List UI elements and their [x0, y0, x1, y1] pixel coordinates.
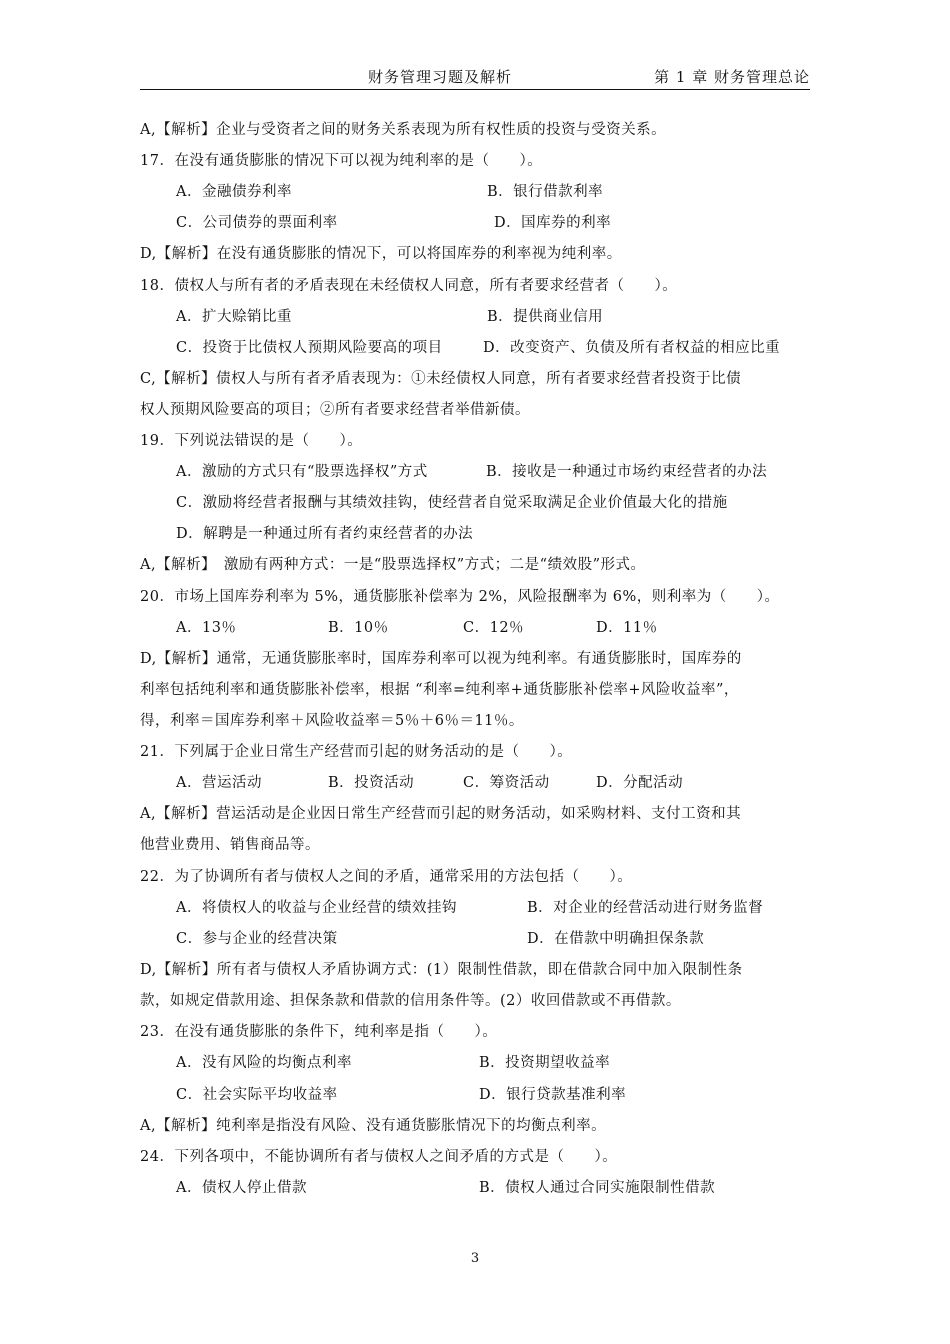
answer-18-line-2: 权人预期风险要高的项目；②所有者要求经营者举借新债。	[140, 402, 530, 418]
option-19-b: B．接收是一种通过市场约束经营者的办法	[486, 464, 768, 480]
option-20-a: A．13％	[176, 620, 237, 636]
option-17-d: D．国库券的利率	[494, 215, 612, 231]
answer-18-line-1: C,【解析】债权人与所有者矛盾表现为：①未经债权人同意，所有者要求经营者投资于比债	[140, 371, 742, 387]
question-18: 18．债权人与所有者的矛盾表现在未经债权人同意，所有者要求经营者（ ）。	[140, 278, 678, 294]
answer-22-line-1: D,【解析】所有者与债权人矛盾协调方式：(1）限制性借款，即在借款合同中加入限制性条	[140, 962, 743, 978]
option-23-d: D．银行贷款基准利率	[479, 1087, 627, 1103]
option-21-d: D．分配活动	[596, 775, 684, 791]
option-17-c: C．公司债券的票面利率	[176, 215, 338, 231]
option-22-c: C．参与企业的经营决策	[176, 931, 338, 947]
page-header	[140, 66, 810, 90]
answer-19: A,【解析】 激励有两种方式：一是“股票选择权”方式；二是“绩效股”形式。	[140, 557, 646, 573]
option-20-d: D．11％	[596, 620, 658, 636]
option-23-a: A．没有风险的均衡点利率	[176, 1055, 352, 1071]
question-19: 19．下列说法错误的是（ ）。	[140, 433, 363, 449]
question-21: 21．下列属于企业日常生产经营而引起的财务活动的是（ ）。	[140, 744, 573, 760]
answer-23: A,【解析】纯利率是指没有风险、没有通货膨胀情况下的均衡点利率。	[140, 1118, 607, 1134]
option-22-d: D．在借款中明确担保条款	[527, 931, 705, 947]
answer-20-line-2: 利率包括纯利率和通货膨胀补偿率，根据 “利率=纯利率+通货膨胀补偿率+风险收益率”，	[140, 682, 739, 698]
answer-21-line-2: 他营业费用、销售商品等。	[140, 837, 320, 853]
option-20-b: B．10％	[328, 620, 389, 636]
answer-20-line-1: D,【解析】通常，无通货膨胀率时，国库券利率可以视为纯利率。有通货膨胀时，国库券的	[140, 651, 742, 667]
answer-16: A,【解析】企业与受资者之间的财务关系表现为所有权性质的投资与受资关系。	[140, 122, 667, 138]
page-number: 3	[470, 1251, 480, 1266]
question-20: 20．市场上国库券利率为 5%，通货膨胀补偿率为 2%，风险报酬率为 6%，则利率为（ ）。	[140, 589, 780, 605]
option-20-c: C．12％	[463, 620, 525, 636]
option-21-b: B．投资活动	[328, 775, 415, 791]
option-18-a: A．扩大赊销比重	[176, 309, 292, 325]
option-17-a: A．金融债券利率	[176, 184, 292, 200]
question-22: 22．为了协调所有者与债权人之间的矛盾，通常采用的方法包括（ ）。	[140, 869, 633, 885]
option-19-c: C．激励将经营者报酬与其绩效挂钩，使经营者自觉采取满足企业价值最大化的措施	[176, 495, 728, 511]
option-18-d: D．改变资产、负债及所有者权益的相应比重	[483, 340, 781, 356]
option-19-d: D．解聘是一种通过所有者约束经营者的办法	[176, 526, 474, 542]
option-24-a: A．债权人停止借款	[176, 1180, 307, 1196]
option-17-b: B．银行借款利率	[487, 184, 604, 200]
answer-22-line-2: 款，如规定借款用途、担保条款和借款的信用条件等。(2）收回借款或不再借款。	[140, 993, 681, 1009]
answer-20-line-3: 得，利率＝国库券利率＋风险收益率＝5％＋6％＝11％。	[140, 713, 524, 729]
answer-17: D,【解析】在没有通货膨胀的情况下，可以将国库券的利率视为纯利率。	[140, 246, 622, 262]
question-17: 17．在没有通货膨胀的情况下可以视为纯利率的是（ ）。	[140, 153, 543, 169]
header-divider	[140, 89, 810, 90]
option-24-b: B．债权人通过合同实施限制性借款	[479, 1180, 716, 1196]
option-21-c: C．筹资活动	[463, 775, 550, 791]
answer-21-line-1: A,【解析】营运活动是企业因日常生产经营而引起的财务活动，如采购材料、支付工资和其	[140, 806, 742, 822]
option-18-b: B．提供商业信用	[487, 309, 604, 325]
option-21-a: A．营运活动	[176, 775, 262, 791]
question-23: 23．在没有通货膨胀的条件下，纯利率是指（ ）。	[140, 1024, 498, 1040]
option-23-b: B．投资期望收益率	[479, 1055, 611, 1071]
chapter-title: 第 1 章 财务管理总论	[654, 68, 810, 86]
option-19-a: A．激励的方式只有“股票选择权”方式	[176, 464, 428, 480]
option-23-c: C．社会实际平均收益率	[176, 1087, 338, 1103]
option-22-a: A．将债权人的收益与企业经营的绩效挂钩	[176, 900, 457, 916]
book-title: 财务管理习题及解析	[368, 68, 513, 86]
option-22-b: B．对企业的经营活动进行财务监督	[527, 900, 764, 916]
option-18-c: C．投资于比债权人预期风险要高的项目	[176, 340, 443, 356]
question-24: 24．下列各项中，不能协调所有者与债权人之间矛盾的方式是（ ）。	[140, 1149, 618, 1165]
